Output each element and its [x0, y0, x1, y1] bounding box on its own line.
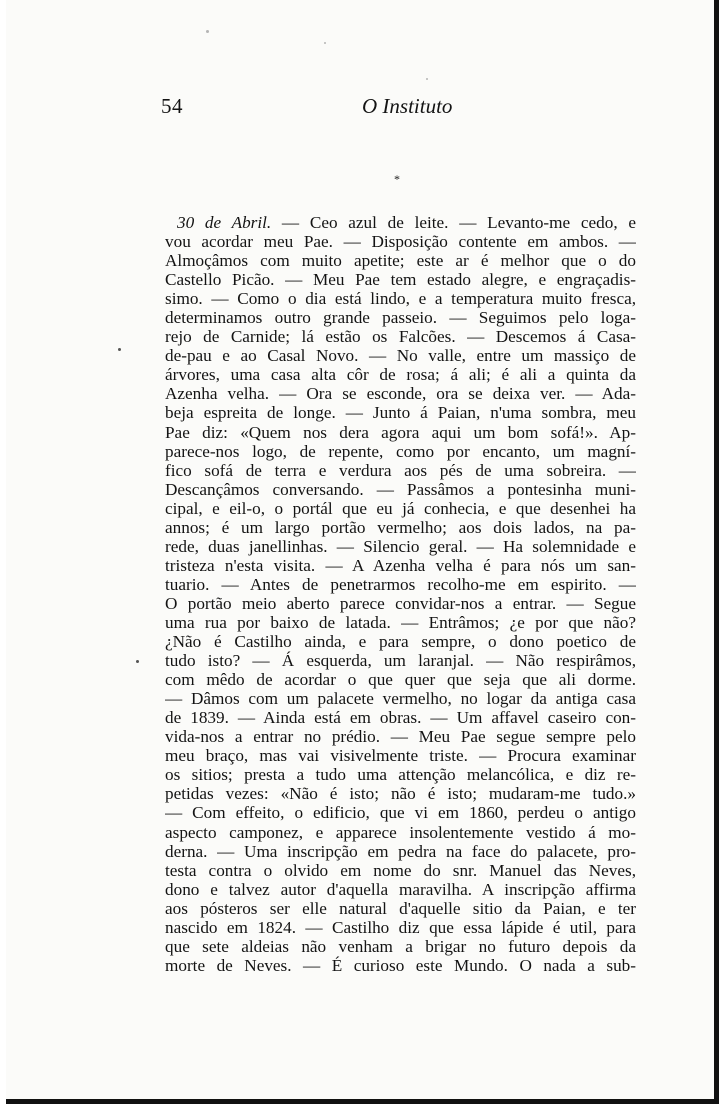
- text-line: testa contra o olvido em nome do snr. Manuel das Neves,: [165, 860, 636, 880]
- running-title: O Instituto: [362, 94, 453, 118]
- text-line: Azenha velha. — Ora se esconde, ora se deixa ver. — Ada-: [165, 384, 636, 404]
- text-line: com mêdo de acordar o que quer que seja que ali dorme.: [165, 670, 636, 690]
- text-line: ¿Não é Castilho ainda, e para sempre, o dono poetico de: [165, 632, 636, 652]
- text-line: O portão meio aberto parece convidar-nos a entrar. — Segue: [165, 593, 636, 613]
- text-line: aspecto camponez, e apparece insolentemente vestido á mo-: [165, 822, 636, 842]
- text-line: os sitios; presta a tudo uma attenção melancólica, e diz re-: [165, 765, 636, 785]
- text-line: que sete aldeias não venham a brigar no futuro depois da: [165, 936, 636, 956]
- paper-speck: [324, 42, 326, 44]
- book-page: [6, 0, 719, 1104]
- text-line: Pae diz: «Quem nos dera agora aqui um bom sofá!». Ap-: [165, 422, 636, 442]
- text-line: nascido em 1824. — Castilho diz que essa lápide é util, para: [165, 917, 636, 937]
- first-line-text: — Ceo azul de leite. — Levanto-me cedo, e: [271, 213, 636, 232]
- text-line: árvores, uma casa alta côr de rosa; á ali; é ali a quinta da: [165, 365, 636, 385]
- text-line: tuario. — Antes de penetrarmos recolho-me em espirito. —: [165, 574, 636, 594]
- page-header: [6, 94, 714, 122]
- text-line: petidas vezes: «Não é isto; não é isto; mudaram-me tudo.»: [165, 784, 636, 804]
- text-line: parece-nos logo, de repente, como por encanto, um magní-: [165, 441, 636, 461]
- text-line: fico sofá de terra e verdura aos pés de uma sobreira. —: [165, 460, 636, 480]
- text-line: tudo isto? — Á esquerda, um laranjal. — Não respirâmos,: [165, 651, 636, 671]
- text-line: de 1839. — Ainda está em obras. — Um affavel caseiro con-: [165, 708, 636, 728]
- text-line: Castello Picão. — Meu Pae tem estado alegre, e engraçadis-: [165, 270, 636, 290]
- text-line: rejo de Carnide; lá estão os Falcões. — Descemos á Casa-: [165, 327, 636, 347]
- text-line: rede, duas janellinhas. — Silencio geral. — Ha solemnidade e: [165, 536, 636, 556]
- section-separator: *: [394, 172, 400, 186]
- text-line: dono e talvez autor d'aquella maravilha. A inscripção affirma: [165, 879, 636, 899]
- text-line: morte de Neves. — É curioso este Mundo. O nada a sub-: [165, 955, 636, 975]
- text-line: [165, 213, 636, 232]
- article-body: [165, 213, 636, 975]
- text-line: aos pósteros ser elle natural d'aquelle sitio da Paian, e ter: [165, 898, 636, 918]
- text-line: annos; é um largo portão vermelho; aos dois lados, na pa-: [165, 517, 636, 537]
- paper-speck: [118, 348, 121, 351]
- paper-speck: [426, 78, 428, 80]
- text-line: beja espreita de longe. — Junto á Paian, n'uma sombra, meu: [165, 403, 636, 423]
- text-line: vida-nos a entrar no prédio. — Meu Pae segue sempre pelo: [165, 727, 636, 747]
- paper-speck: [136, 660, 139, 663]
- text-line: Almoçâmos com muito apetite; este ar é melhor que o do: [165, 251, 636, 271]
- text-line: derna. — Uma inscripção em pedra na face do palacete, pro-: [165, 841, 636, 861]
- text-line: vou acordar meu Pae. — Disposição contente em ambos. —: [165, 232, 636, 252]
- text-line: — Dâmos com um palacete vermelho, no logar da antiga casa: [165, 689, 636, 709]
- text-line: cipal, e eil-o, o portál que eu já conhecia, e que desenhei ha: [165, 498, 636, 518]
- text-line: simo. — Como o dia está lindo, e a temperatura muito fresca,: [165, 289, 636, 309]
- text-line: tristeza n'esta visita. — A Azenha velha é para nós um san-: [165, 555, 636, 575]
- text-line: de-pau e ao Casal Novo. — No valle, entre um massiço de: [165, 346, 636, 366]
- page-number: 54: [161, 94, 183, 118]
- entry-date: 30 de Abril.: [177, 213, 272, 232]
- text-line: — Com effeito, o edificio, que vi em 1860, perdeu o antigo: [165, 803, 636, 823]
- text-line: Descançâmos conversando. — Passâmos a pontesinha muni-: [165, 479, 636, 499]
- paper-speck: [206, 30, 209, 33]
- text-line: uma rua por baixo de latada. — Entrâmos; ¿e por que não?: [165, 612, 636, 632]
- text-line: determinamos outro grande passeio. — Seguimos pelo loga-: [165, 308, 636, 328]
- text-line: meu braço, mas vai visivelmente triste. — Procura examinar: [165, 746, 636, 766]
